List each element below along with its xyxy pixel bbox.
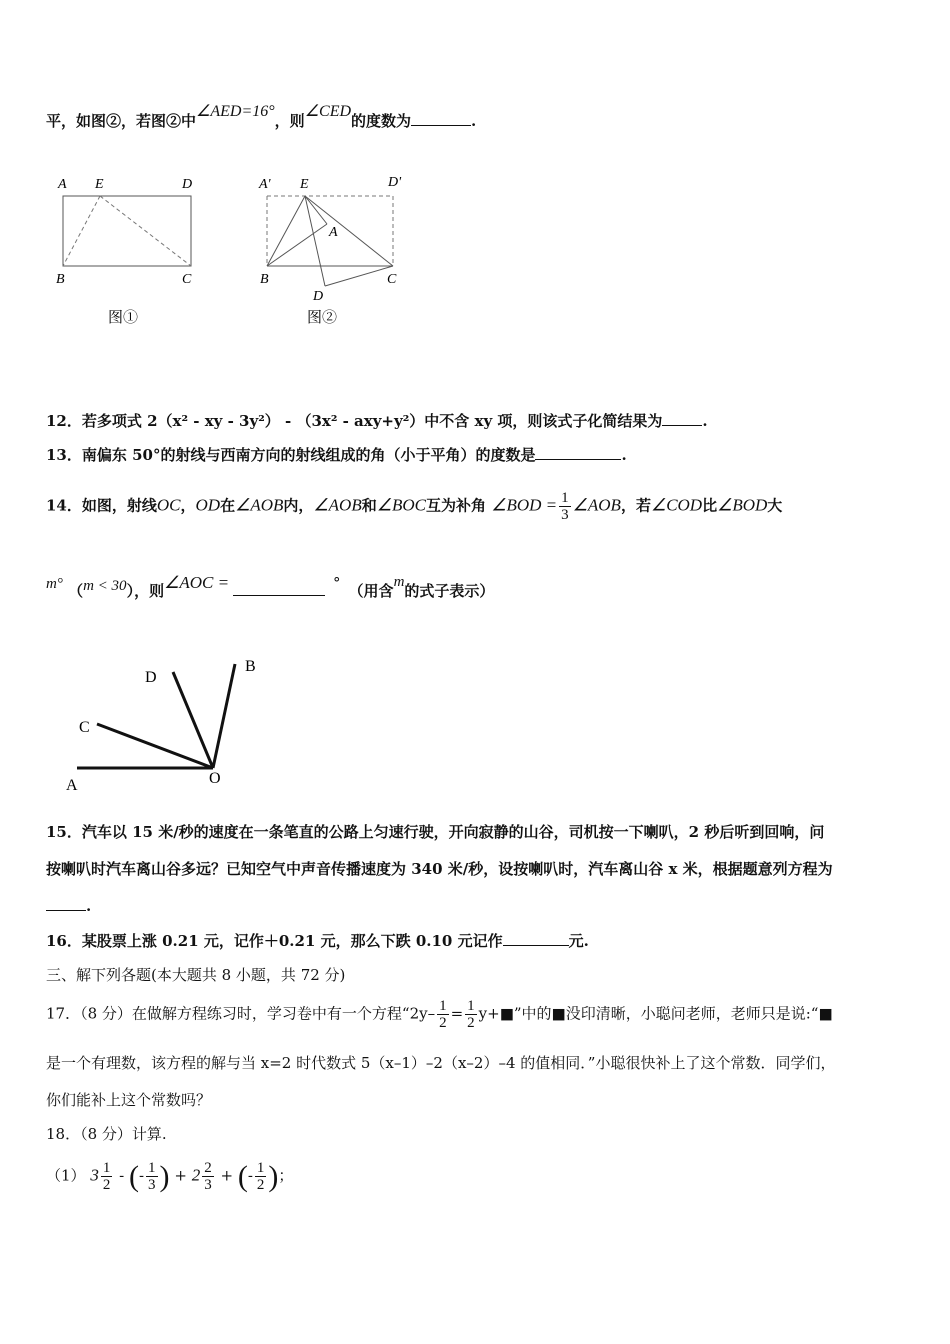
- ray-oc: [97, 724, 213, 768]
- label-a: A: [58, 177, 67, 192]
- question-15-line-2: 按喇叭时汽车离山谷多远？已知空气中声音传播速度为 340 米/秒，设按喇叭时，汽车离山谷 x 米，根据题意列方程为: [46, 860, 833, 878]
- answer-blank: [411, 111, 471, 126]
- dashed-eb: [63, 196, 100, 266]
- answer-blank: [233, 581, 325, 596]
- label-c: C: [79, 719, 90, 736]
- aed-value: =16°: [241, 103, 275, 120]
- label-d: D: [182, 177, 193, 192]
- label-e: E: [300, 177, 309, 192]
- question-17-line-2: 是一个有理数，该方程的解与当 x=2 时代数式 5（x–1）–2（x–2）–4 的值相同．”小聪很快补上了这个常数．同学们，: [46, 1054, 836, 1072]
- angle-aed: ∠AED: [196, 103, 242, 120]
- question-17-line-1: 17．（8 分）在做解方程练习时，学习卷中有一个方程“2y– $\frac{1}{2}$ = $\frac{1}{2}$ y+■”中的■没印清晰，小聪问老师，老师只是说:“■: [46, 998, 833, 1031]
- label-a: A: [329, 225, 338, 240]
- figure-3: [55, 650, 275, 800]
- question-15-line-1: 15．汽车以 15 米/秒的速度在一条笔直的公路上匀速行驶，开向寂静的山谷，司机按一下喇叭，2 秒后听到回响，问: [46, 823, 825, 841]
- question-14-line-1: 14．如图，射线OC，OD在∠AOB内，∠AOB和∠BOC互为补角 ∠BOD = $\frac{1}{3}$ ∠AOB，若∠COD比∠BOD大: [46, 490, 783, 523]
- question-12: 12．若多项式 2（x² - xy - 3y²） - （3x² - axy+y²）中不含 xy 项，则该式子化简结果为 .: [46, 412, 708, 430]
- question-17-line-3: 你们能补上这个常数吗？: [46, 1091, 212, 1109]
- question-16: 16．某股票上涨 0.21 元，记作＋0.21 元，那么下跌 0.10 元记作 元.: [46, 932, 589, 950]
- fraction-one-third: $\frac{1}{3}$: [561, 490, 569, 523]
- label-c: C: [182, 272, 192, 287]
- question-18-part-1: （1） 3 $\frac{1}{2}$ - (- $\frac{1}{3}$ ) + 2 $\frac{2}{3}$ + (- $\frac{1}{2}$ )；: [46, 1159, 294, 1193]
- answer-blank: [46, 896, 86, 911]
- ray-ob: [213, 664, 235, 768]
- label-d-prime: D': [388, 175, 402, 190]
- intro-line: 平，如图②，若图②中∠AED=16°，则∠CED的度数为 .: [46, 103, 477, 130]
- question-13: 13．南偏东 50°的射线与西南方向的射线组成的角（小于平角）的度数是 .: [46, 446, 627, 464]
- question-14-line-2: m° （m < 30），则∠AOC = ° （用含m的式子表示）: [46, 573, 495, 600]
- dashed-ec: [100, 196, 191, 266]
- label-b: B: [245, 658, 256, 675]
- label-a: A: [66, 777, 78, 794]
- angle-ced: ∠CED: [304, 103, 352, 120]
- figure-1: [50, 170, 210, 330]
- answer-blank: [535, 445, 621, 460]
- figure-2-caption: 图②: [307, 310, 338, 326]
- label-d: D: [145, 669, 157, 686]
- figure-2: [255, 170, 425, 335]
- label-d: D: [313, 289, 324, 304]
- rectangle-abcd: [63, 196, 191, 266]
- question-15-line-3: .: [46, 896, 91, 915]
- label-e: E: [95, 177, 104, 192]
- label-b: B: [260, 272, 269, 287]
- figure-1-caption: 图①: [108, 310, 139, 326]
- label-a-prime: A': [259, 177, 271, 192]
- answer-blank: [662, 411, 702, 426]
- label-b: B: [56, 272, 65, 287]
- label-c: C: [387, 272, 397, 287]
- section-3-title: 三、解下列各题(本大题共 8 小题，共 72 分): [46, 966, 346, 984]
- question-18: 18．（8 分）计算.: [46, 1125, 167, 1143]
- label-o: O: [209, 770, 221, 787]
- answer-blank: [503, 931, 569, 946]
